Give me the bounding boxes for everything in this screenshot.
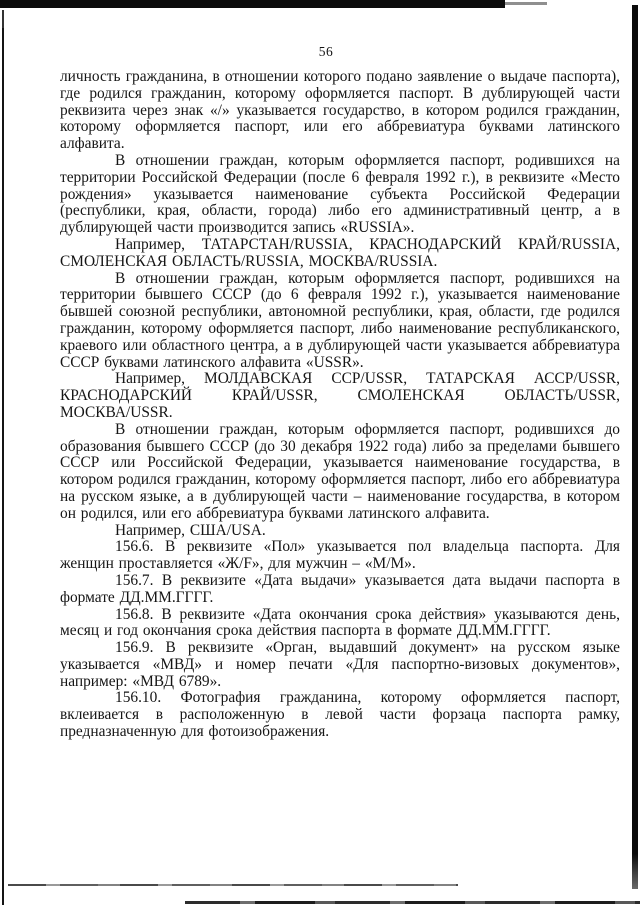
scan-artifact-left-line	[2, 10, 4, 905]
paragraph-example-russia: Например, ТАТАРСТАН/RUSSIA, КРАСНОДАРСКИЙ КРАЙ/RUSSIA, СМОЛЕНСКАЯ ОБЛАСТЬ/RUSSIA, МОСКВА/RUSSIA.	[60, 235, 620, 270]
scan-artifact-top-bar	[0, 0, 505, 8]
paragraph-156-6-sex: 156.6. В реквизите «Пол» указывается пол владельца паспорта. Для женщин проставляется «Ж/F», для мужчин – «М/М».	[60, 538, 620, 573]
paragraph-156-7-issue-date: 156.7. В реквизите «Дата выдачи» указывается дата выдачи паспорта в формате ДД.ММ.ГГГГ.	[60, 571, 620, 606]
paragraph-identity-continuation: личность гражданина, в отношении которого подано заявление о выдаче паспорта), где родился гражданин, которому оформляется паспорт. В дублирующей части реквизита через знак «/» указывается государство, в котором родился гражданин, которому оформляется паспорт, или его аббревиатура буквами латинского алфавита.	[60, 68, 620, 153]
scan-artifact-bottom-line-lower	[185, 901, 640, 904]
paragraph-156-9-issuing-authority: 156.9. В реквизите «Орган, выдавший документ» на русском языке указывается «МВД» и номер печати «Для паспортно-визовых документов», например: «МВД 6789».	[60, 639, 620, 690]
paragraph-example-usa: Например, США/USA.	[115, 521, 266, 539]
document-content	[60, 44, 620, 741]
page-number: 56	[318, 44, 334, 59]
paragraph-birthplace-pre-ussr: В отношении граждан, которым оформляется паспорт, родившихся до образования бывшего СССР (до 30 декабря 1922 года) либо за пределами бывшего СССР или Российской Федерации, указывается наименование государства, в котором родился гражданин, которому оформляется паспорт, либо его аббревиатура на русском языке, а в дублирующей части – наименование государства, в котором он родился, или его аббревиатура буквами латинского алфавита.	[60, 420, 620, 522]
scan-artifact-bottom-line-upper	[8, 884, 458, 886]
paragraph-birthplace-rf: В отношении граждан, которым оформляется паспорт, родившихся на территории Российской Федерации (после 6 февраля 1992 г.), в реквизите «Место рождения» указывается наименование субъекта Российской Федерации (республики, края, области, города) либо его административный центр, а в дублирующей части производится запись «RUSSIA».	[60, 151, 620, 237]
paragraph-156-8-expiry-date: 156.8. В реквизите «Дата окончания срока действия» указываются день, месяц и год окончания срока действия паспорта в формате ДД.ММ.ГГГГ.	[60, 605, 620, 640]
paragraph-156-10-photo: 156.10. Фотография гражданина, которому оформляется паспорт, вклеивается в расположенную в левой части форзаца паспорта рамку, предназначенную для фотоизображения.	[60, 689, 620, 741]
paragraph-birthplace-ussr: В отношении граждан, которым оформляется паспорт, родившихся на территории бывшего СССР (до 6 февраля 1992 г.), указывается наименование бывшей союзной республики, автономной республики, края, области, где родился гражданин, которому оформляется паспорт, либо наименование республиканского, краевого или областного центра, а в дублирующей части указывается аббревиатура СССР буквами латинского алфавита «USSR».	[60, 269, 620, 371]
scan-artifact-right-bar	[632, 5, 638, 889]
scan-artifact-top-bar-tail	[505, 2, 547, 5]
paragraph-example-ussr: Например, МОЛДАВСКАЯ ССР/USSR, ТАТАРСКАЯ АССР/USSR, КРАСНОДАРСКИЙ КРАЙ/USSR, СМОЛЕНСКАЯ ОБЛАСТЬ/USSR, МОСКВА/USSR.	[60, 370, 620, 421]
